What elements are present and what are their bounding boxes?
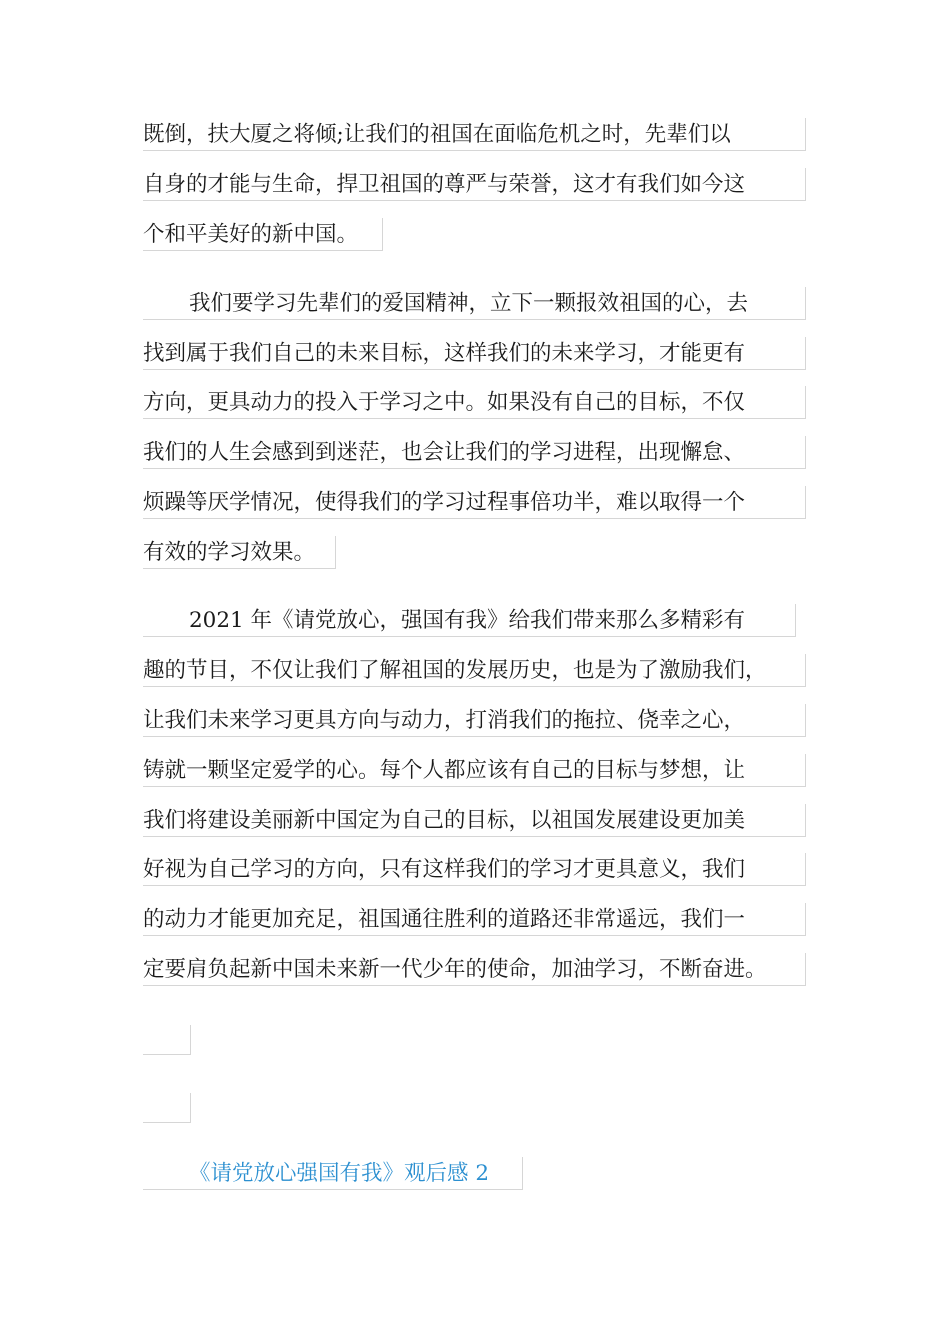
paragraph-3-line-7: 的动力才能更加充足，祖国通往胜利的道路还非常遥远，我们一 xyxy=(143,903,806,936)
paragraph-3-line-6: 好视为自己学习的方向，只有这样我们的学习才更具意义，我们 xyxy=(143,853,806,886)
section-heading: 《请党放心强国有我》观后感 2 xyxy=(143,1157,523,1190)
paragraph-2-line-6: 有效的学习效果。 xyxy=(143,536,336,569)
paragraph-1-line-3: 个和平美好的新中国。 xyxy=(143,218,383,251)
paragraph-3-line-2: 趣的节目，不仅让我们了解祖国的发展历史，也是为了激励我们， xyxy=(143,654,806,687)
paragraph-2-line-5: 烦躁等厌学情况，使得我们的学习过程事倍功半，难以取得一个 xyxy=(143,486,806,519)
paragraph-3-line-5: 我们将建设美丽新中国定为自己的目标，以祖国发展建设更加美 xyxy=(143,804,806,837)
paragraph-2-line-2: 找到属于我们自己的未来目标，这样我们的未来学习，才能更有 xyxy=(143,337,806,370)
paragraph-3-line-8: 定要肩负起新中国未来新一代少年的使命，加油学习，不断奋进。 xyxy=(143,953,806,986)
paragraph-2-line-1: 我们要学习先辈们的爱国精神，立下一颗报效祖国的心，去 xyxy=(143,287,806,320)
paragraph-2-line-3: 方向，更具动力的投入于学习之中。如果没有自己的目标，不仅 xyxy=(143,386,806,419)
paragraph-3-line-4: 铸就一颗坚定爱学的心。每个人都应该有自己的目标与梦想，让 xyxy=(143,754,806,787)
paragraph-3-line-3: 让我们未来学习更具方向与动力，打消我们的拖拉、侥幸之心， xyxy=(143,704,806,737)
paragraph-1-line-2: 自身的才能与生命，捍卫祖国的尊严与荣誉，这才有我们如今这 xyxy=(143,168,806,201)
paragraph-1-line-1: 既倒，扶大厦之将倾;让我们的祖国在面临危机之时，先辈们以 xyxy=(143,118,806,151)
paragraph-2-line-4: 我们的人生会感到到迷茫，也会让我们的学习进程，出现懈怠、 xyxy=(143,436,806,469)
empty-line-2 xyxy=(143,1093,191,1123)
paragraph-3-line-1: 2021 年《请党放心，强国有我》给我们带来那么多精彩有 xyxy=(143,604,796,637)
empty-line-1 xyxy=(143,1025,191,1055)
